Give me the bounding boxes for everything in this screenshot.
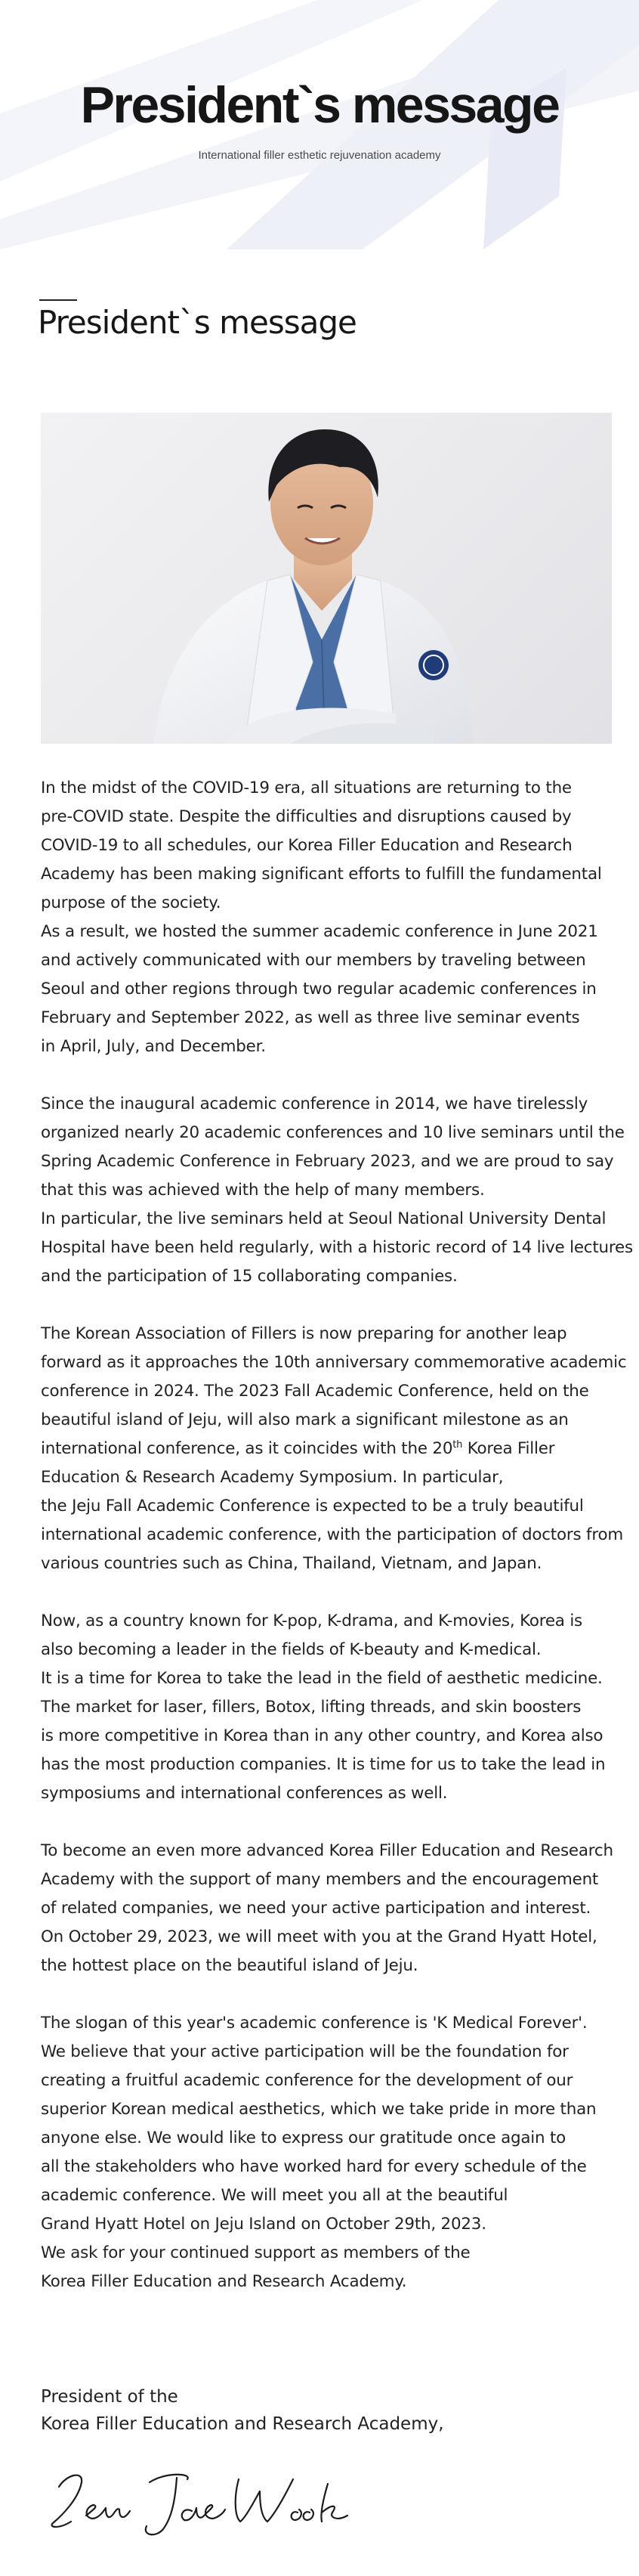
text-line: has the most production companies. It is time for us to take the lead in bbox=[41, 1755, 606, 1774]
text-line: also becoming a leader in the fields of K-beauty and K-medical. bbox=[41, 1640, 542, 1659]
text-line: In particular, the live seminars held at Seoul National University Dental bbox=[41, 1209, 607, 1228]
text-line: forward as it approaches the 10th anniversary commemorative academic bbox=[41, 1353, 627, 1372]
text-line: pre-COVID state. Despite the difficulties and disruptions caused by bbox=[41, 807, 572, 826]
text-line: Academy with the support of many members and the encouragement bbox=[41, 1870, 599, 1889]
text-line: Since the inaugural academic conference in 2014, we have tirelessly bbox=[41, 1094, 588, 1113]
text-line: Spring Academic Conference in February 2023, and we are proud to say bbox=[41, 1152, 614, 1171]
text-line: Education & Research Academy Symposium. In particular, bbox=[41, 1468, 504, 1487]
text-line: all the stakeholders who have worked hard for every schedule of the bbox=[41, 2157, 587, 2176]
president-signature bbox=[36, 2457, 369, 2540]
text-line: As a result, we hosted the summer academic conference in June 2021 bbox=[41, 922, 598, 941]
text-line: It is a time for Korea to take the lead in the field of aesthetic medicine. bbox=[41, 1669, 603, 1688]
text-line: academic conference. We will meet you all at the beautiful bbox=[41, 2186, 508, 2205]
message-paragraph-4 bbox=[41, 1607, 622, 1808]
text-line: anyone else. We would like to express our gratitude once again to bbox=[41, 2129, 566, 2147]
hero-subtitle: International filler esthetic rejuvenation academy bbox=[198, 149, 441, 162]
closing-signoff bbox=[41, 2383, 444, 2438]
text-line: organized nearly 20 academic conferences and 10 live seminars until the bbox=[41, 1123, 625, 1142]
message-paragraph-3 bbox=[41, 1320, 627, 1578]
hero-title: President`s message bbox=[80, 76, 559, 134]
text-line: creating a fruitful academic conference for the development of our bbox=[41, 2071, 573, 2090]
text-fragment: international conference, as it coincides with the 20 bbox=[41, 1439, 453, 1458]
text-line-with-superscript bbox=[41, 1435, 622, 1463]
text-line: The slogan of this year's academic conference is 'K Medical Forever'. bbox=[41, 2014, 588, 2033]
text-line: and actively communicated with our members by traveling between bbox=[41, 951, 586, 970]
closing-title-line: President of the bbox=[41, 2387, 178, 2407]
text-line: We ask for your continued support as members of the bbox=[41, 2243, 471, 2262]
text-line: Seoul and other regions through two regular academic conferences in bbox=[41, 980, 597, 999]
text-line: symposiums and international conferences as well. bbox=[41, 1784, 448, 1803]
message-paragraph-5 bbox=[41, 1837, 622, 1980]
section-divider bbox=[39, 299, 77, 301]
text-line: is more competitive in Korea than in any other country, and Korea also bbox=[41, 1726, 604, 1745]
text-line: COVID-19 to all schedules, our Korea Filler Education and Research bbox=[41, 836, 573, 855]
text-line: of related companies, we need your active participation and interest. bbox=[41, 1899, 591, 1918]
text-line: international academic conference, with the participation of doctors from bbox=[41, 1525, 623, 1544]
text-line: The Korean Association of Fillers is now preparing for another leap bbox=[41, 1324, 567, 1343]
text-line: Hospital have been held regularly, with a historic record of 14 live lectures bbox=[41, 1238, 633, 1257]
text-line: February and September 2022, as well as three live seminar events bbox=[41, 1008, 580, 1027]
closing-organization-line: Korea Filler Education and Research Academy, bbox=[41, 2414, 444, 2434]
text-line: To become an even more advanced Korea Filler Education and Research bbox=[41, 1841, 613, 1860]
text-line: the Jeju Fall Academic Conference is expected to be a truly beautiful bbox=[41, 1497, 584, 1516]
message-paragraph-1 bbox=[41, 774, 622, 1061]
message-paragraph-6 bbox=[41, 2009, 622, 2296]
text-line: beautiful island of Jeju, will also mark a significant milestone as an bbox=[41, 1410, 569, 1429]
text-line: conference in 2024. The 2023 Fall Academic Conference, held on the bbox=[41, 1382, 589, 1401]
text-line: Now, as a country known for K-pop, K-drama, and K-movies, Korea is bbox=[41, 1612, 583, 1630]
text-line: the hottest place on the beautiful island of Jeju. bbox=[41, 1956, 418, 1975]
text-line: that this was achieved with the help of many members. bbox=[41, 1181, 485, 1200]
text-fragment: Korea Filler bbox=[462, 1439, 555, 1458]
text-line: purpose of the society. bbox=[41, 893, 221, 912]
president-photo bbox=[41, 413, 612, 744]
section-title: President`s message bbox=[38, 304, 357, 341]
president-portrait-illustration bbox=[41, 413, 612, 744]
text-line: The market for laser, fillers, Botox, lifting threads, and skin boosters bbox=[41, 1698, 582, 1717]
hero-banner bbox=[0, 0, 639, 249]
text-line: We believe that your active participation will be the foundation for bbox=[41, 2042, 569, 2061]
superscript: th bbox=[452, 1438, 463, 1451]
message-paragraph-2 bbox=[41, 1090, 633, 1291]
text-line: superior Korean medical aesthetics, which we take pride in more than bbox=[41, 2100, 597, 2119]
text-line: Korea Filler Education and Research Academy. bbox=[41, 2272, 407, 2291]
text-line: in April, July, and December. bbox=[41, 1037, 266, 1056]
text-line: Grand Hyatt Hotel on Jeju Island on October 29th, 2023. bbox=[41, 2215, 486, 2234]
text-line: On October 29, 2023, we will meet with you at the Grand Hyatt Hotel, bbox=[41, 1927, 597, 1946]
text-line: various countries such as China, Thailand, Vietnam, and Japan. bbox=[41, 1554, 542, 1573]
text-line: In the midst of the COVID-19 era, all situations are returning to the bbox=[41, 779, 572, 797]
text-line: and the participation of 15 collaborating companies. bbox=[41, 1267, 458, 1286]
text-line: Academy has been making significant efforts to fulfill the fundamental bbox=[41, 865, 602, 884]
message-body bbox=[41, 774, 633, 2325]
